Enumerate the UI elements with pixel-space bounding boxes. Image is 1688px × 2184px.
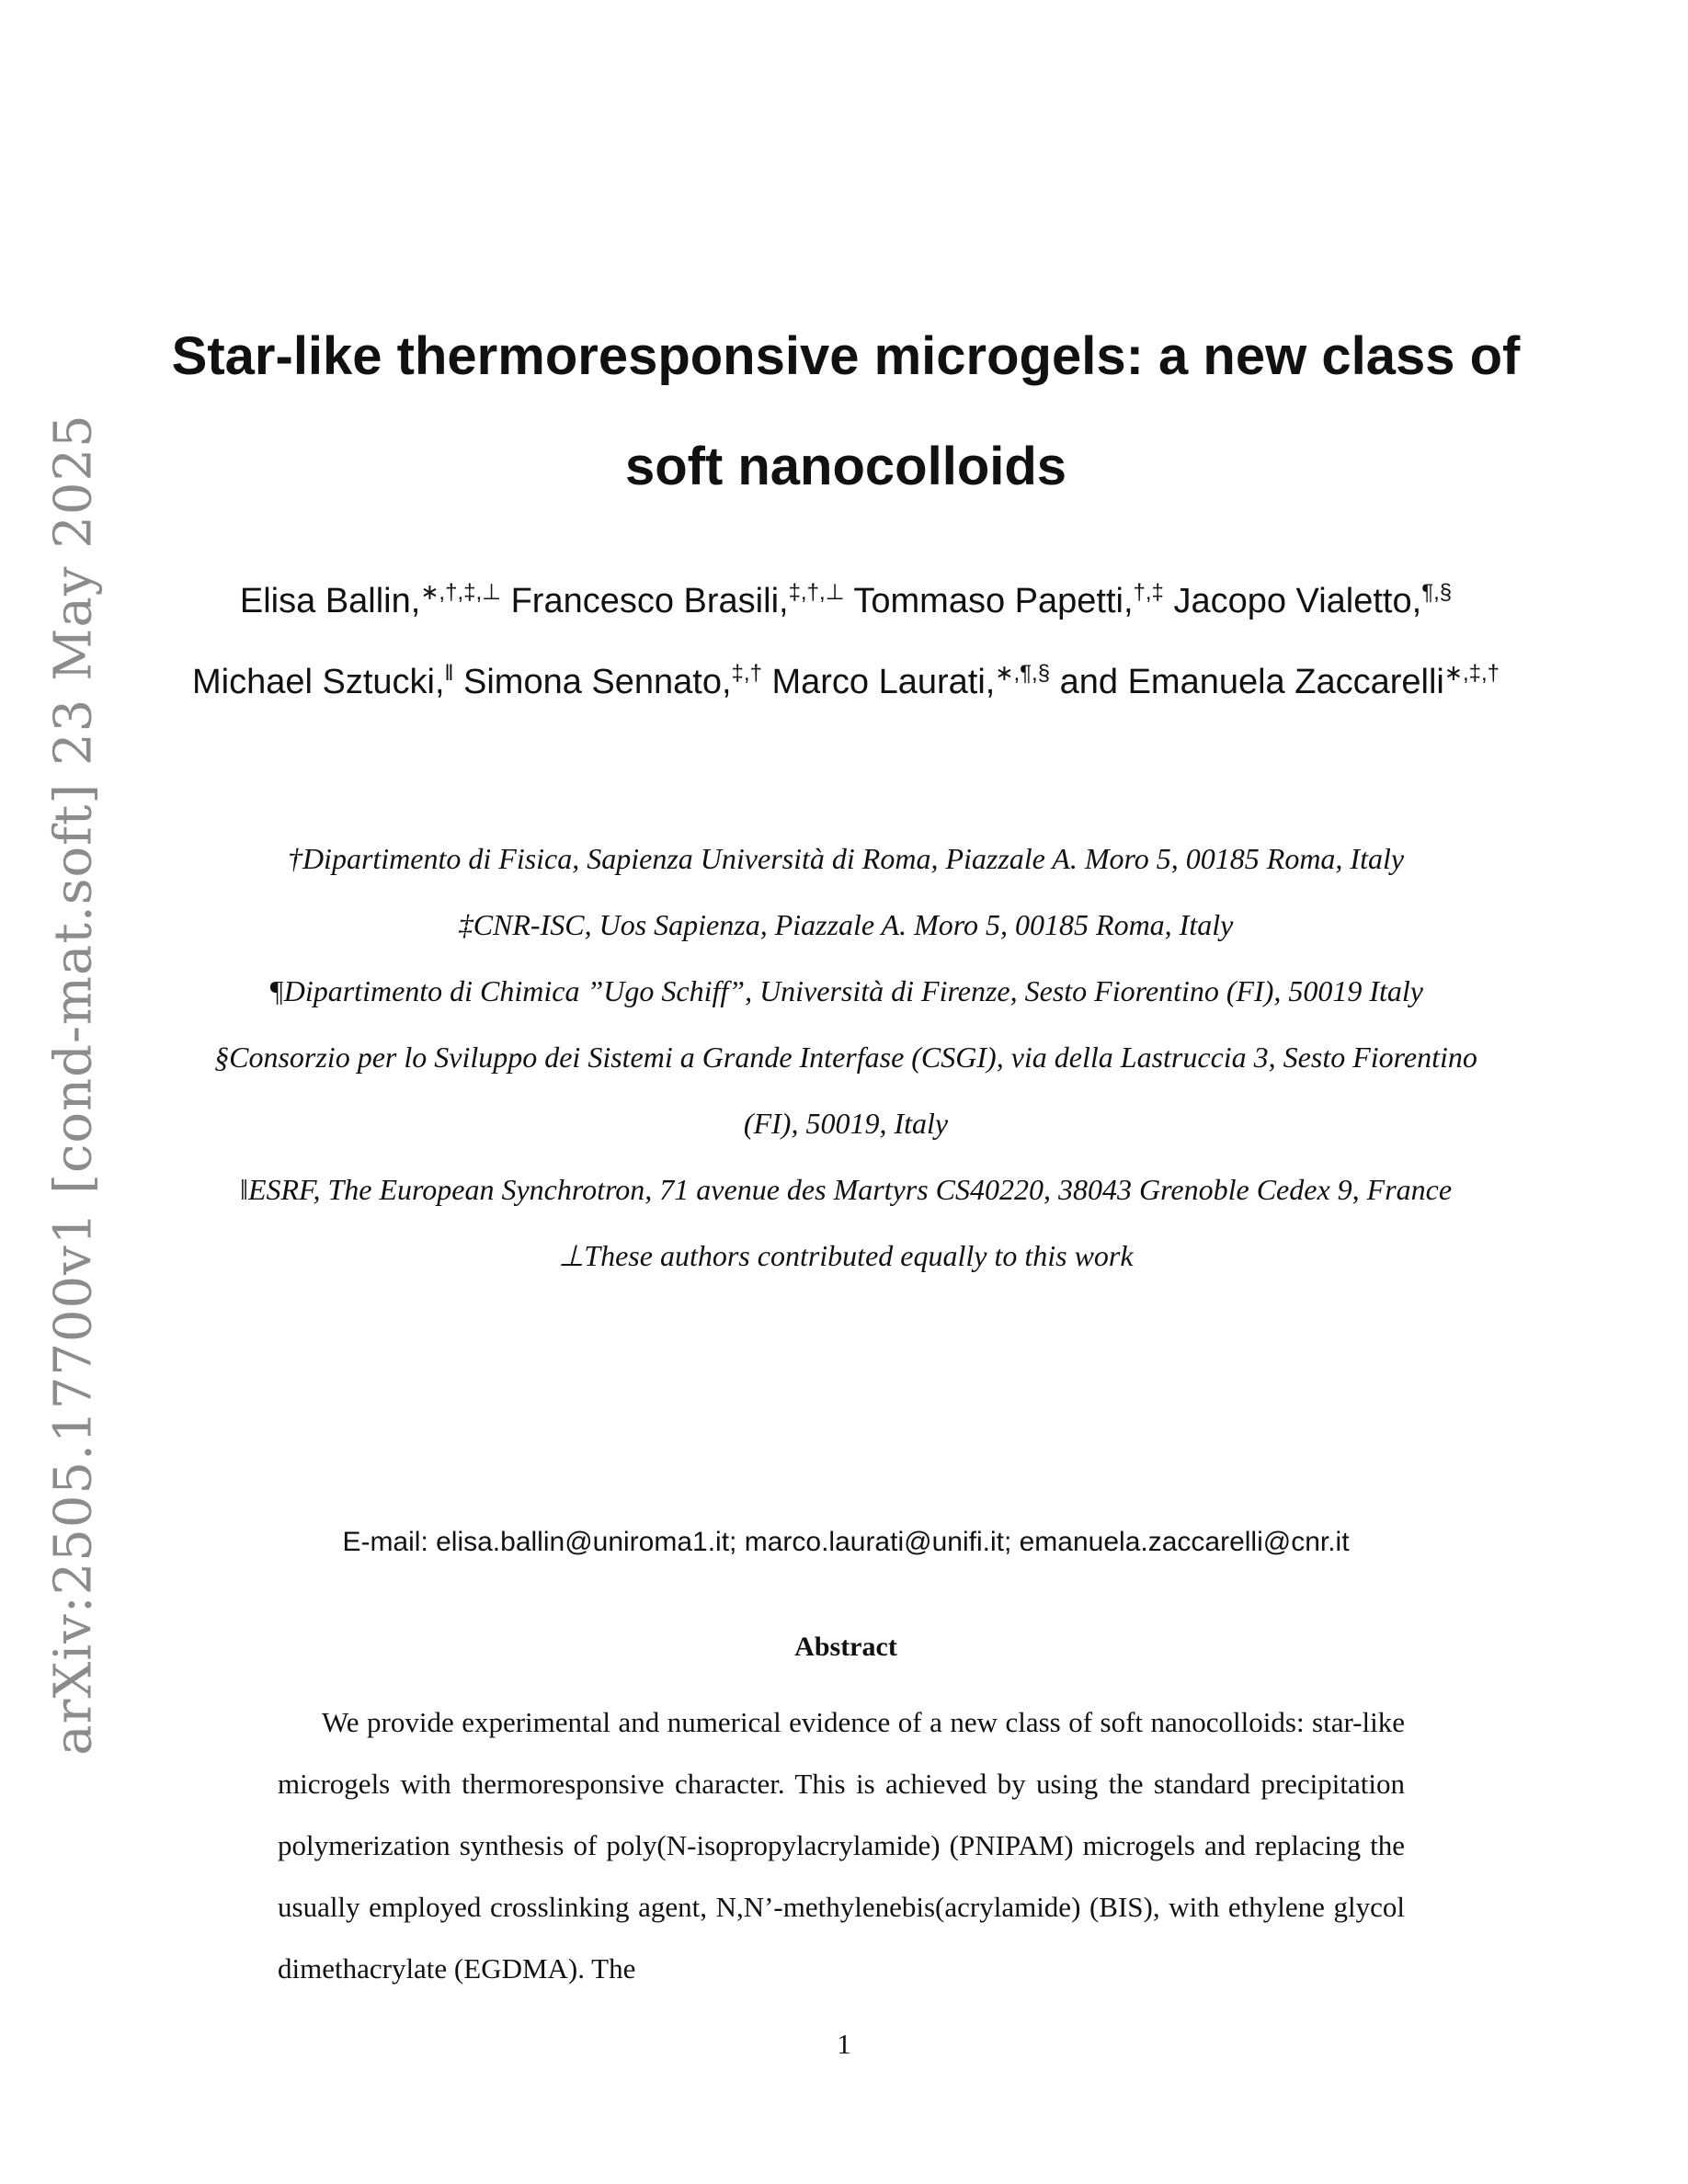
affiliation-list: [184, 825, 1508, 1289]
author-marks: ∗,¶,§: [995, 661, 1051, 686]
affiliation: †Dipartimento di Fisica, Sapienza Università di Roma, Piazzale A. Moro 5, 00185 Roma, Italy: [287, 842, 1405, 875]
author-name: Jacopo Vialetto,: [1173, 582, 1422, 620]
author-name: Elisa Ballin,: [239, 582, 421, 620]
affiliation: ‡CNR-ISC, Uos Sapienza, Piazzale A. Moro 5, 00185 Roma, Italy: [458, 908, 1234, 941]
author-name: Tommaso Papetti,: [853, 582, 1134, 620]
contact-email: E-mail: elisa.ballin@uniroma1.it; marco.laurati@unifi.it; emanuela.zaccarelli@cnr.it: [342, 1527, 1350, 1557]
author-marks: ‖: [444, 661, 454, 686]
author-marks: ‡,†: [731, 661, 762, 686]
author-marks: ‡,†,⊥: [788, 580, 845, 605]
page-number: 1: [837, 2028, 851, 2060]
affiliation: ‖ESRF, The European Synchrotron, 71 avenue des Martyrs CS40220, 38043 Grenoble Cedex 9, France: [239, 1173, 1453, 1206]
affiliation: ⊥These authors contributed equally to this work: [558, 1239, 1134, 1272]
arxiv-stamp: arXiv:2505.17700v1 [cond-mat.soft] 23 May 2025: [43, 414, 104, 1756]
author-marks: ∗,†,‡,⊥: [420, 580, 502, 605]
author-marks: †,‡: [1133, 580, 1164, 605]
author-name: Michael Sztucki,: [191, 663, 445, 701]
author-name: Marco Laurati,: [771, 663, 996, 701]
affiliation: §Consorzio per lo Sviluppo dei Sistemi a Grande Interfase (CSGI), via della Lastruccia 3, Sesto Fiorentino (FI), 50019, Italy: [214, 1041, 1477, 1140]
abstract-text: We provide experimental and numerical evidence of a new class of soft nanocolloids: star-like microgels with thermoresponsive character. This is achieved by using the standard precipitation polymerization synthesis of poly(N-isopropylacrylamide) (PNIPAM) microgels and replacing the usually employed crosslinking agent, N,N’-methylenebis(acrylamide) (BIS), with ethylene glycol dimethacrylate (EGDMA). The: [278, 1706, 1405, 1985]
abstract-heading: Abstract: [794, 1632, 897, 1662]
author-list: [184, 561, 1508, 722]
author-marks: ¶,§: [1421, 580, 1453, 605]
author-marks: ∗,‡,†: [1443, 661, 1500, 686]
author-name: Simona Sennato,: [463, 663, 732, 701]
author-name: Francesco Brasili,: [510, 582, 789, 620]
author-name: and Emanuela Zaccarelli: [1059, 663, 1444, 701]
paper-title: Star-like thermoresponsive microgels: a new class of soft nanocolloids: [171, 326, 1521, 496]
affiliation: ¶Dipartimento di Chimica ”Ugo Schiff”, Università di Firenze, Sesto Fiorentino (FI), 50019 Italy: [268, 974, 1423, 1007]
